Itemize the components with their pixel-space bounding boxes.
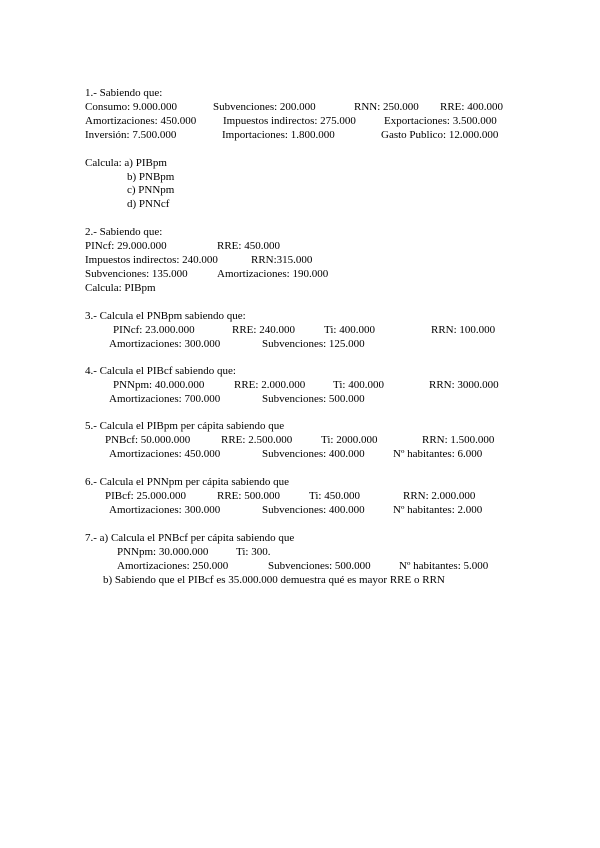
given-value: Nº habitantes: 6.000 xyxy=(393,448,483,460)
exercise-heading: 3.- Calcula el PNBpm sabiendo que: xyxy=(85,310,246,322)
given-value: Subvenciones: 135.000 xyxy=(85,268,188,280)
given-value: Exportaciones: 3.500.000 xyxy=(384,115,497,127)
given-value: Ti: 300. xyxy=(236,546,271,558)
given-value: Impuestos indirectos: 240.000 xyxy=(85,254,218,266)
exercise-heading: 4.- Calcula el PIBcf sabiendo que: xyxy=(85,365,236,377)
given-value: Ti: 450.000 xyxy=(309,490,360,502)
given-value: RNN: 250.000 xyxy=(354,101,419,113)
given-value: Amortizaciones: 450.000 xyxy=(85,115,197,127)
calcula-item: c) PNNpm xyxy=(127,184,175,196)
given-value: PNNpm: 30.000.000 xyxy=(117,546,209,558)
part-b-line: b) Sabiendo que el PIBcf es 35.000.000 demuestra qué es mayor RRE o RRN xyxy=(103,574,445,586)
given-value: Amortizaciones: 190.000 xyxy=(217,268,329,280)
given-value: PNNpm: 40.000.000 xyxy=(113,379,205,391)
given-value: Amortizaciones: 300.000 xyxy=(109,504,221,516)
given-value: RRN: 3000.000 xyxy=(429,379,499,391)
given-value: Importaciones: 1.800.000 xyxy=(222,129,335,141)
given-value: PIBcf: 25.000.000 xyxy=(105,490,186,502)
calcula-item: b) PNBpm xyxy=(127,171,175,183)
given-value: Subvenciones: 500.000 xyxy=(268,560,371,572)
exercise-heading: 6.- Calcula el PNNpm per cápita sabiendo que xyxy=(85,476,290,488)
given-value: Inversión: 7.500.000 xyxy=(85,129,177,141)
given-value: RRN: 100.000 xyxy=(431,324,496,336)
given-value: Amortizaciones: 450.000 xyxy=(109,448,221,460)
given-value: Subvenciones: 500.000 xyxy=(262,393,365,405)
given-value: Nº habitantes: 5.000 xyxy=(399,560,489,572)
given-value: PNBcf: 50.000.000 xyxy=(105,434,191,446)
given-value: Ti: 400.000 xyxy=(333,379,384,391)
given-value: Consumo: 9.000.000 xyxy=(85,101,177,113)
calcula-item: d) PNNcf xyxy=(127,198,170,210)
given-value: Amortizaciones: 700.000 xyxy=(109,393,221,405)
given-value: RRE: 2.500.000 xyxy=(221,434,293,446)
given-value: Nº habitantes: 2.000 xyxy=(393,504,483,516)
given-value: PINcf: 29.000.000 xyxy=(85,240,167,252)
given-value: Ti: 400.000 xyxy=(324,324,375,336)
given-value: RRE: 400.000 xyxy=(440,101,503,113)
given-value: Subvenciones: 200.000 xyxy=(213,101,316,113)
exercise-heading: 2.- Sabiendo que: xyxy=(85,226,163,238)
given-value: RRN:315.000 xyxy=(251,254,313,266)
given-value: Impuestos indirectos: 275.000 xyxy=(223,115,356,127)
given-value: Subvenciones: 400.000 xyxy=(262,448,365,460)
given-value: Amortizaciones: 300.000 xyxy=(109,338,221,350)
given-value: RRE: 500.000 xyxy=(217,490,280,502)
given-value: RRN: 1.500.000 xyxy=(422,434,495,446)
calcula-line: Calcula: a) PIBpm xyxy=(85,157,167,169)
given-value: Gasto Publico: 12.000.000 xyxy=(381,129,499,141)
given-value: Subvenciones: 400.000 xyxy=(262,504,365,516)
given-value: RRE: 240.000 xyxy=(232,324,295,336)
exercise-heading: 1.- Sabiendo que: xyxy=(85,87,163,99)
given-value: PINcf: 23.000.000 xyxy=(113,324,195,336)
exercise-heading: 7.- a) Calcula el PNBcf per cápita sabiendo que xyxy=(85,532,295,544)
given-value: Ti: 2000.000 xyxy=(321,434,378,446)
calcula-line: Calcula: PIBpm xyxy=(85,282,156,294)
given-value: RRN: 2.000.000 xyxy=(403,490,476,502)
exercise-heading: 5.- Calcula el PIBpm per cápita sabiendo que xyxy=(85,420,285,432)
given-value: Subvenciones: 125.000 xyxy=(262,338,365,350)
given-value: RRE: 2.000.000 xyxy=(234,379,306,391)
given-value: RRE: 450.000 xyxy=(217,240,280,252)
given-value: Amortizaciones: 250.000 xyxy=(117,560,229,572)
